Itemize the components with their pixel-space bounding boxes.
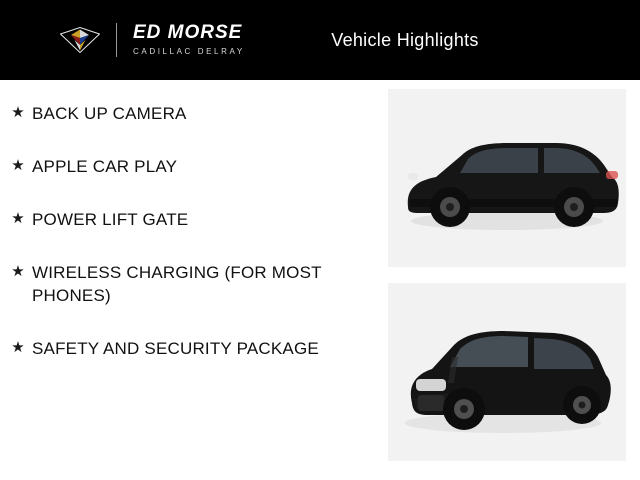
star-icon: ★ (11, 210, 25, 227)
list-item (0, 337, 380, 360)
dealer-name: ED MORSE (133, 21, 243, 43)
dealer-brand (60, 23, 245, 58)
feature-label: POWER LIFT GATE (32, 210, 189, 229)
brand-divider (116, 23, 117, 57)
dealer-text-block (133, 23, 245, 58)
list-item (0, 155, 380, 178)
list-item (0, 261, 380, 307)
vehicle-photo-front-three-quarter[interactable] (388, 283, 626, 461)
header-bar (0, 0, 640, 80)
feature-label: BACK UP CAMERA (32, 104, 187, 123)
list-item (0, 208, 380, 231)
cadillac-crest-icon (60, 27, 100, 53)
star-icon: ★ (11, 263, 25, 280)
star-icon: ★ (11, 339, 25, 356)
feature-label: SAFETY AND SECURITY PACKAGE (32, 339, 319, 358)
vehicle-photo-side-profile[interactable] (388, 89, 626, 267)
feature-label: APPLE CAR PLAY (32, 157, 178, 176)
star-icon: ★ (11, 157, 25, 174)
page-title-text: Vehicle Highlights (331, 29, 479, 50)
feature-label: WIRELESS CHARGING (FOR MOST PHONES) (32, 263, 322, 305)
list-item (0, 102, 380, 125)
slide-content (0, 80, 640, 480)
feature-list (0, 80, 380, 480)
star-icon: ★ (11, 104, 25, 121)
dealer-subtitle: CADILLAC DELRAY (133, 46, 245, 56)
